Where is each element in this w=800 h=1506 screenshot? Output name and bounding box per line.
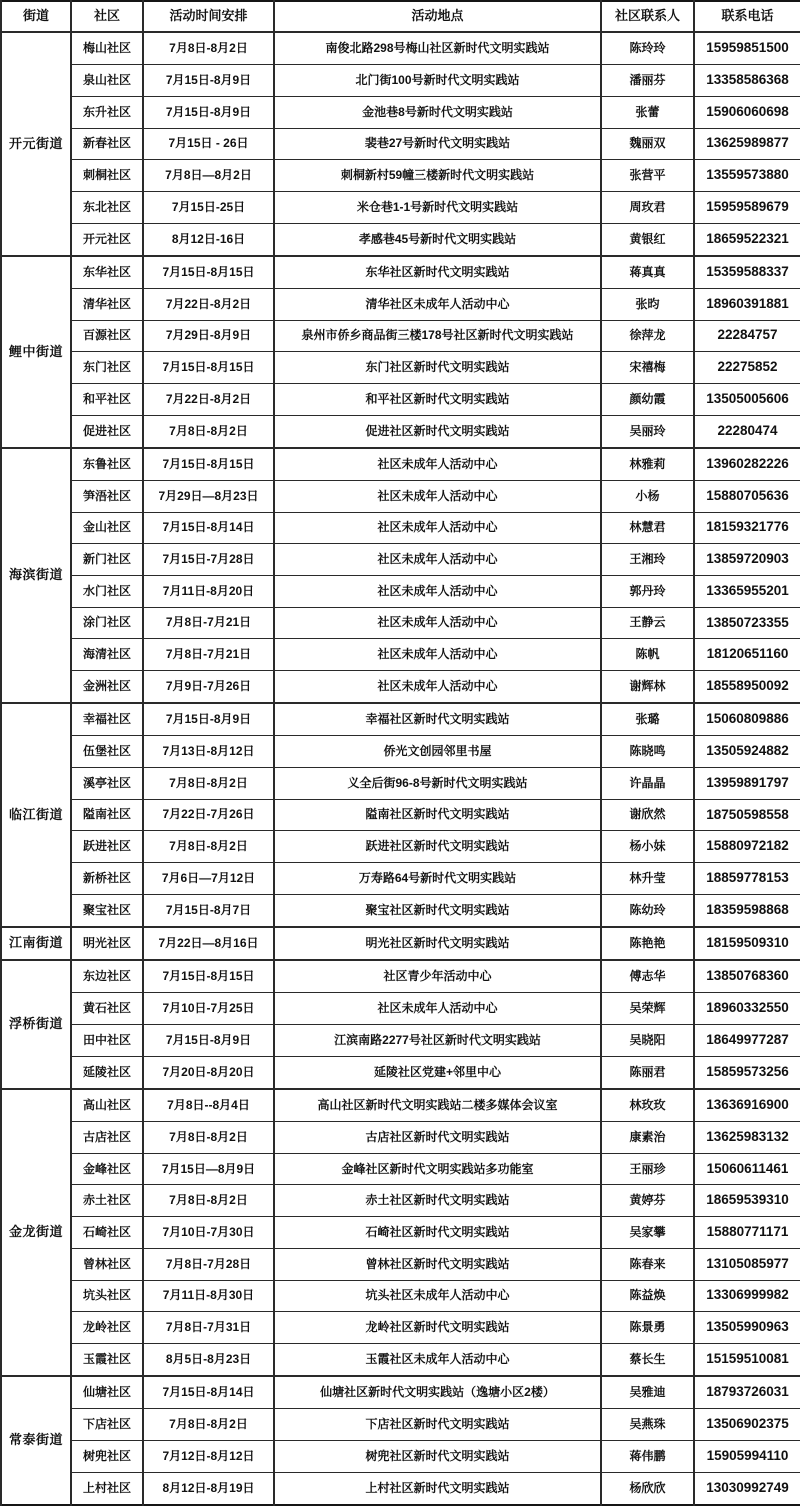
- location-cell: 明光社区新时代文明实践站: [274, 927, 601, 960]
- column-header-time: 活动时间安排: [143, 1, 274, 32]
- table-row: [1, 65, 800, 97]
- location-cell: 赤土社区新时代文明实践站: [274, 1185, 601, 1217]
- community-cell: 延陵社区: [71, 1056, 143, 1089]
- street-cell: 临江街道: [1, 703, 71, 927]
- community-cell: 和平社区: [71, 383, 143, 415]
- phone-cell: 18659539310: [694, 1185, 800, 1217]
- phone-cell: 22284757: [694, 320, 800, 352]
- location-cell: 曾林社区新时代文明实践站: [274, 1248, 601, 1280]
- contact-cell: 康素治: [601, 1121, 694, 1153]
- phone-cell: 18859778153: [694, 863, 800, 895]
- community-cell: 上村社区: [71, 1472, 143, 1505]
- phone-cell: 15060809886: [694, 703, 800, 736]
- table-row: [1, 1343, 800, 1376]
- location-cell: 社区未成年人活动中心: [274, 575, 601, 607]
- time-cell: 7月13日-8月12日: [143, 736, 274, 768]
- community-cell: 东华社区: [71, 256, 143, 289]
- location-cell: 社区未成年人活动中心: [274, 544, 601, 576]
- contact-cell: 潘丽芬: [601, 65, 694, 97]
- table-row: [1, 1121, 800, 1153]
- time-cell: 7月8日-8月2日: [143, 415, 274, 448]
- time-cell: 7月6日—7月12日: [143, 863, 274, 895]
- time-cell: 7月29日—8月23日: [143, 480, 274, 512]
- contact-cell: 周玫君: [601, 191, 694, 223]
- time-cell: 7月20日-8月20日: [143, 1056, 274, 1089]
- community-cell: 跃进社区: [71, 831, 143, 863]
- time-cell: 7月15日—8月9日: [143, 1153, 274, 1185]
- time-cell: 7月8日-8月2日: [143, 831, 274, 863]
- contact-cell: 王丽珍: [601, 1153, 694, 1185]
- contact-cell: 小杨: [601, 480, 694, 512]
- contact-cell: 杨小妹: [601, 831, 694, 863]
- table-row: [1, 320, 800, 352]
- time-cell: 7月15日-8月14日: [143, 1376, 274, 1409]
- community-cell: 泉山社区: [71, 65, 143, 97]
- time-cell: 7月15日-8月9日: [143, 1025, 274, 1057]
- phone-cell: 13105085977: [694, 1248, 800, 1280]
- contact-cell: 吴燕珠: [601, 1409, 694, 1441]
- location-cell: 义全后街96-8号新时代文明实践站: [274, 767, 601, 799]
- phone-cell: 18960391881: [694, 288, 800, 320]
- street-cell: 金龙街道: [1, 1089, 71, 1376]
- time-cell: 7月22日-8月2日: [143, 288, 274, 320]
- time-cell: 7月15日 - 26日: [143, 128, 274, 160]
- location-cell: 金池巷8号新时代文明实践站: [274, 96, 601, 128]
- location-cell: 和平社区新时代文明实践站: [274, 383, 601, 415]
- community-cell: 清华社区: [71, 288, 143, 320]
- contact-cell: 王湘玲: [601, 544, 694, 576]
- community-cell: 金洲社区: [71, 671, 143, 704]
- table-row: [1, 993, 800, 1025]
- phone-cell: 15880972182: [694, 831, 800, 863]
- street-cell: 浮桥街道: [1, 960, 71, 1089]
- community-cell: 石崎社区: [71, 1217, 143, 1249]
- table-row: [1, 544, 800, 576]
- phone-cell: 13636916900: [694, 1089, 800, 1122]
- contact-cell: 吴荣辉: [601, 993, 694, 1025]
- column-header-community: 社区: [71, 1, 143, 32]
- phone-cell: 15859573256: [694, 1056, 800, 1089]
- phone-cell: 15906060698: [694, 96, 800, 128]
- location-cell: 江滨南路2277号社区新时代文明实践站: [274, 1025, 601, 1057]
- time-cell: 7月12日-8月12日: [143, 1440, 274, 1472]
- column-header-contact: 社区联系人: [601, 1, 694, 32]
- time-cell: 7月15日-8月15日: [143, 352, 274, 384]
- contact-cell: 谢欣然: [601, 799, 694, 831]
- time-cell: 7月8日-8月2日: [143, 1121, 274, 1153]
- time-cell: 7月15日-8月9日: [143, 65, 274, 97]
- table-body: [1, 32, 800, 1505]
- table-row: [1, 223, 800, 256]
- table-row: [1, 1153, 800, 1185]
- community-cell: 梅山社区: [71, 32, 143, 65]
- contact-cell: 蒋伟鹏: [601, 1440, 694, 1472]
- street-cell: 常泰街道: [1, 1376, 71, 1505]
- phone-cell: 13850768360: [694, 960, 800, 993]
- community-cell: 促进社区: [71, 415, 143, 448]
- column-header-phone: 联系电话: [694, 1, 800, 32]
- table-row: [1, 1248, 800, 1280]
- phone-cell: 18359598868: [694, 894, 800, 927]
- contact-cell: 陈帆: [601, 639, 694, 671]
- table-row: [1, 1056, 800, 1089]
- contact-cell: 吴雅迪: [601, 1376, 694, 1409]
- location-cell: 社区未成年人活动中心: [274, 512, 601, 544]
- community-cell: 笋浯社区: [71, 480, 143, 512]
- community-cell: 开元社区: [71, 223, 143, 256]
- table-row: [1, 1312, 800, 1344]
- contact-cell: 魏丽双: [601, 128, 694, 160]
- table-row: [1, 1472, 800, 1505]
- location-cell: 石崎社区新时代文明实践站: [274, 1217, 601, 1249]
- time-cell: 7月8日-8月2日: [143, 32, 274, 65]
- table-row: [1, 1440, 800, 1472]
- phone-cell: 22275852: [694, 352, 800, 384]
- time-cell: 8月12日-16日: [143, 223, 274, 256]
- location-cell: 坑头社区未成年人活动中心: [274, 1280, 601, 1312]
- phone-cell: 13505990963: [694, 1312, 800, 1344]
- phone-cell: 15959589679: [694, 191, 800, 223]
- location-cell: 聚宝社区新时代文明实践站: [274, 894, 601, 927]
- contact-cell: 林雅莉: [601, 448, 694, 481]
- location-cell: 社区未成年人活动中心: [274, 607, 601, 639]
- table-row: [1, 894, 800, 927]
- phone-cell: 15905994110: [694, 1440, 800, 1472]
- table-row: [1, 160, 800, 192]
- phone-cell: 13559573880: [694, 160, 800, 192]
- contact-cell: 陈丽君: [601, 1056, 694, 1089]
- location-cell: 孝感巷45号新时代文明实践站: [274, 223, 601, 256]
- location-cell: 米仓巷1-1号新时代文明实践站: [274, 191, 601, 223]
- community-cell: 溪亭社区: [71, 767, 143, 799]
- time-cell: 7月8日-7月21日: [143, 607, 274, 639]
- phone-cell: 18793726031: [694, 1376, 800, 1409]
- location-cell: 下店社区新时代文明实践站: [274, 1409, 601, 1441]
- community-cell: 坑头社区: [71, 1280, 143, 1312]
- community-cell: 黄石社区: [71, 993, 143, 1025]
- phone-cell: 15359588337: [694, 256, 800, 289]
- location-cell: 上村社区新时代文明实践站: [274, 1472, 601, 1505]
- contact-cell: 杨欣欣: [601, 1472, 694, 1505]
- community-cell: 幸福社区: [71, 703, 143, 736]
- time-cell: 7月8日-8月2日: [143, 1185, 274, 1217]
- location-cell: 古店社区新时代文明实践站: [274, 1121, 601, 1153]
- location-cell: 南俊北路298号梅山社区新时代文明实践站: [274, 32, 601, 65]
- phone-cell: 18558950092: [694, 671, 800, 704]
- table-row: [1, 191, 800, 223]
- time-cell: 7月22日-7月26日: [143, 799, 274, 831]
- contact-cell: 许晶晶: [601, 767, 694, 799]
- table-row: [1, 575, 800, 607]
- community-cell: 田中社区: [71, 1025, 143, 1057]
- phone-cell: 15880705636: [694, 480, 800, 512]
- time-cell: 7月15日-8月15日: [143, 960, 274, 993]
- time-cell: 7月15日-8月15日: [143, 256, 274, 289]
- contact-cell: 宋禧梅: [601, 352, 694, 384]
- contact-cell: 张昀: [601, 288, 694, 320]
- contact-cell: 谢辉林: [601, 671, 694, 704]
- community-cell: 水门社区: [71, 575, 143, 607]
- phone-cell: 15159510081: [694, 1343, 800, 1376]
- time-cell: 7月8日--8月4日: [143, 1089, 274, 1122]
- community-cell: 海清社区: [71, 639, 143, 671]
- location-cell: 北门街100号新时代文明实践站: [274, 65, 601, 97]
- table-row: [1, 1089, 800, 1122]
- location-cell: 跃进社区新时代文明实践站: [274, 831, 601, 863]
- contact-cell: 黄银红: [601, 223, 694, 256]
- location-cell: 龙岭社区新时代文明实践站: [274, 1312, 601, 1344]
- location-cell: 社区未成年人活动中心: [274, 993, 601, 1025]
- table-row: [1, 32, 800, 65]
- contact-cell: 蔡长生: [601, 1343, 694, 1376]
- contact-cell: 郭丹玲: [601, 575, 694, 607]
- contact-cell: 张蕾: [601, 96, 694, 128]
- time-cell: 7月22日-8月2日: [143, 383, 274, 415]
- phone-cell: 15880771171: [694, 1217, 800, 1249]
- community-cell: 东升社区: [71, 96, 143, 128]
- location-cell: 幸福社区新时代文明实践站: [274, 703, 601, 736]
- time-cell: 7月8日—8月2日: [143, 160, 274, 192]
- community-cell: 隘南社区: [71, 799, 143, 831]
- community-cell: 新春社区: [71, 128, 143, 160]
- time-cell: 7月15日-8月9日: [143, 96, 274, 128]
- contact-cell: 吴晓阳: [601, 1025, 694, 1057]
- contact-cell: 陈玲玲: [601, 32, 694, 65]
- table-row: [1, 960, 800, 993]
- column-header-street: 街道: [1, 1, 71, 32]
- time-cell: 7月22日—8月16日: [143, 927, 274, 960]
- contact-cell: 陈幼玲: [601, 894, 694, 927]
- phone-cell: 18659522321: [694, 223, 800, 256]
- contact-cell: 陈春来: [601, 1248, 694, 1280]
- contact-cell: 张营平: [601, 160, 694, 192]
- location-cell: 东华社区新时代文明实践站: [274, 256, 601, 289]
- community-cell: 东北社区: [71, 191, 143, 223]
- time-cell: 7月8日-7月31日: [143, 1312, 274, 1344]
- contact-cell: 陈晓鸣: [601, 736, 694, 768]
- phone-cell: 13306999982: [694, 1280, 800, 1312]
- table-row: [1, 767, 800, 799]
- location-cell: 玉霞社区未成年人活动中心: [274, 1343, 601, 1376]
- location-cell: 清华社区未成年人活动中心: [274, 288, 601, 320]
- location-cell: 社区未成年人活动中心: [274, 639, 601, 671]
- table-row: [1, 288, 800, 320]
- location-cell: 促进社区新时代文明实践站: [274, 415, 601, 448]
- phone-cell: 18649977287: [694, 1025, 800, 1057]
- location-cell: 延陵社区党建+邻里中心: [274, 1056, 601, 1089]
- community-cell: 东边社区: [71, 960, 143, 993]
- time-cell: 7月15日-8月7日: [143, 894, 274, 927]
- street-cell: 海滨街道: [1, 448, 71, 703]
- phone-cell: 13625989877: [694, 128, 800, 160]
- time-cell: 7月8日-8月2日: [143, 1409, 274, 1441]
- community-cell: 刺桐社区: [71, 160, 143, 192]
- table-row: [1, 736, 800, 768]
- community-cell: 曾林社区: [71, 1248, 143, 1280]
- time-cell: 8月12日-8月19日: [143, 1472, 274, 1505]
- community-cell: 明光社区: [71, 927, 143, 960]
- time-cell: 7月10日-7月30日: [143, 1217, 274, 1249]
- community-cell: 古店社区: [71, 1121, 143, 1153]
- community-cell: 树兜社区: [71, 1440, 143, 1472]
- community-cell: 金峰社区: [71, 1153, 143, 1185]
- table-row: [1, 1185, 800, 1217]
- table-row: [1, 927, 800, 960]
- location-cell: 隘南社区新时代文明实践站: [274, 799, 601, 831]
- phone-cell: 18120651160: [694, 639, 800, 671]
- header-row: [1, 1, 800, 32]
- community-cell: 仙塘社区: [71, 1376, 143, 1409]
- phone-cell: 13358586368: [694, 65, 800, 97]
- street-cell: 鲤中街道: [1, 256, 71, 448]
- location-cell: 金峰社区新时代文明实践站多功能室: [274, 1153, 601, 1185]
- table-row: [1, 448, 800, 481]
- community-cell: 高山社区: [71, 1089, 143, 1122]
- phone-cell: 13960282226: [694, 448, 800, 481]
- phone-cell: 18750598558: [694, 799, 800, 831]
- location-cell: 社区未成年人活动中心: [274, 480, 601, 512]
- phone-cell: 18159321776: [694, 512, 800, 544]
- time-cell: 7月15日-8月15日: [143, 448, 274, 481]
- table-row: [1, 512, 800, 544]
- phone-cell: 13505005606: [694, 383, 800, 415]
- table-row: [1, 480, 800, 512]
- phone-cell: 13959891797: [694, 767, 800, 799]
- time-cell: 7月15日-7月28日: [143, 544, 274, 576]
- community-cell: 下店社区: [71, 1409, 143, 1441]
- time-cell: 7月8日-8月2日: [143, 767, 274, 799]
- table-row: [1, 1217, 800, 1249]
- community-cell: 伍堡社区: [71, 736, 143, 768]
- community-cell: 百源社区: [71, 320, 143, 352]
- time-cell: 7月11日-8月30日: [143, 1280, 274, 1312]
- community-cell: 东鲁社区: [71, 448, 143, 481]
- table-row: [1, 383, 800, 415]
- table-row: [1, 607, 800, 639]
- community-cell: 龙岭社区: [71, 1312, 143, 1344]
- phone-cell: 15959851500: [694, 32, 800, 65]
- phone-cell: 15060611461: [694, 1153, 800, 1185]
- phone-cell: 13505924882: [694, 736, 800, 768]
- table-row: [1, 352, 800, 384]
- community-cell: 玉霞社区: [71, 1343, 143, 1376]
- phone-cell: 13625983132: [694, 1121, 800, 1153]
- table-row: [1, 671, 800, 704]
- phone-cell: 13030992749: [694, 1472, 800, 1505]
- table-row: [1, 863, 800, 895]
- phone-cell: 18960332550: [694, 993, 800, 1025]
- street-cell: 开元街道: [1, 32, 71, 256]
- table-row: [1, 256, 800, 289]
- location-cell: 刺桐新村59幢三楼新时代文明实践站: [274, 160, 601, 192]
- location-cell: 仙塘社区新时代文明实践站（逸塘小区2楼）: [274, 1376, 601, 1409]
- community-cell: 新门社区: [71, 544, 143, 576]
- time-cell: 7月9日-7月26日: [143, 671, 274, 704]
- table-row: [1, 639, 800, 671]
- contact-cell: 陈景勇: [601, 1312, 694, 1344]
- phone-cell: 18159509310: [694, 927, 800, 960]
- location-cell: 树兜社区新时代文明实践站: [274, 1440, 601, 1472]
- location-cell: 东门社区新时代文明实践站: [274, 352, 601, 384]
- contact-cell: 颜幼霞: [601, 383, 694, 415]
- community-cell: 东门社区: [71, 352, 143, 384]
- contact-cell: 林慧君: [601, 512, 694, 544]
- contact-cell: 黄婷芬: [601, 1185, 694, 1217]
- contact-cell: 林升莹: [601, 863, 694, 895]
- contact-cell: 蒋真真: [601, 256, 694, 289]
- location-cell: 裴巷27号新时代文明实践站: [274, 128, 601, 160]
- time-cell: 7月29日-8月9日: [143, 320, 274, 352]
- time-cell: 7月15日-25日: [143, 191, 274, 223]
- phone-cell: 13859720903: [694, 544, 800, 576]
- table-row: [1, 1280, 800, 1312]
- column-header-location: 活动地点: [274, 1, 601, 32]
- table-row: [1, 1025, 800, 1057]
- location-cell: 社区青少年活动中心: [274, 960, 601, 993]
- table-row: [1, 1409, 800, 1441]
- time-cell: 7月8日-7月28日: [143, 1248, 274, 1280]
- time-cell: 7月15日-8月14日: [143, 512, 274, 544]
- location-cell: 高山社区新时代文明实践站二楼多媒体会议室: [274, 1089, 601, 1122]
- location-cell: 万寿路64号新时代文明实践站: [274, 863, 601, 895]
- table-row: [1, 1376, 800, 1409]
- table-row: [1, 128, 800, 160]
- community-cell: 赤土社区: [71, 1185, 143, 1217]
- table-row: [1, 96, 800, 128]
- contact-cell: 吴丽玲: [601, 415, 694, 448]
- contact-cell: 徐萍龙: [601, 320, 694, 352]
- table-row: [1, 799, 800, 831]
- location-cell: 侨光文创园邻里书屋: [274, 736, 601, 768]
- contact-cell: 吴家攀: [601, 1217, 694, 1249]
- location-cell: 泉州市侨乡商品街三楼178号社区新时代文明实践站: [274, 320, 601, 352]
- phone-cell: 13850723355: [694, 607, 800, 639]
- contact-cell: 陈益焕: [601, 1280, 694, 1312]
- contact-cell: 陈艳艳: [601, 927, 694, 960]
- location-cell: 社区未成年人活动中心: [274, 671, 601, 704]
- time-cell: 7月15日-8月9日: [143, 703, 274, 736]
- phone-cell: 13365955201: [694, 575, 800, 607]
- table-row: [1, 415, 800, 448]
- community-cell: 新桥社区: [71, 863, 143, 895]
- table-row: [1, 831, 800, 863]
- community-cell: 金山社区: [71, 512, 143, 544]
- time-cell: 7月8日-7月21日: [143, 639, 274, 671]
- contact-cell: 王静云: [601, 607, 694, 639]
- community-cell: 聚宝社区: [71, 894, 143, 927]
- contact-cell: 张璐: [601, 703, 694, 736]
- time-cell: 7月10日-7月25日: [143, 993, 274, 1025]
- time-cell: 8月5日-8月23日: [143, 1343, 274, 1376]
- contact-cell: 林玫玫: [601, 1089, 694, 1122]
- table-row: [1, 703, 800, 736]
- phone-cell: 13506902375: [694, 1409, 800, 1441]
- contact-cell: 傅志华: [601, 960, 694, 993]
- location-cell: 社区未成年人活动中心: [274, 448, 601, 481]
- community-cell: 涂门社区: [71, 607, 143, 639]
- time-cell: 7月11日-8月20日: [143, 575, 274, 607]
- street-cell: 江南街道: [1, 927, 71, 960]
- phone-cell: 22280474: [694, 415, 800, 448]
